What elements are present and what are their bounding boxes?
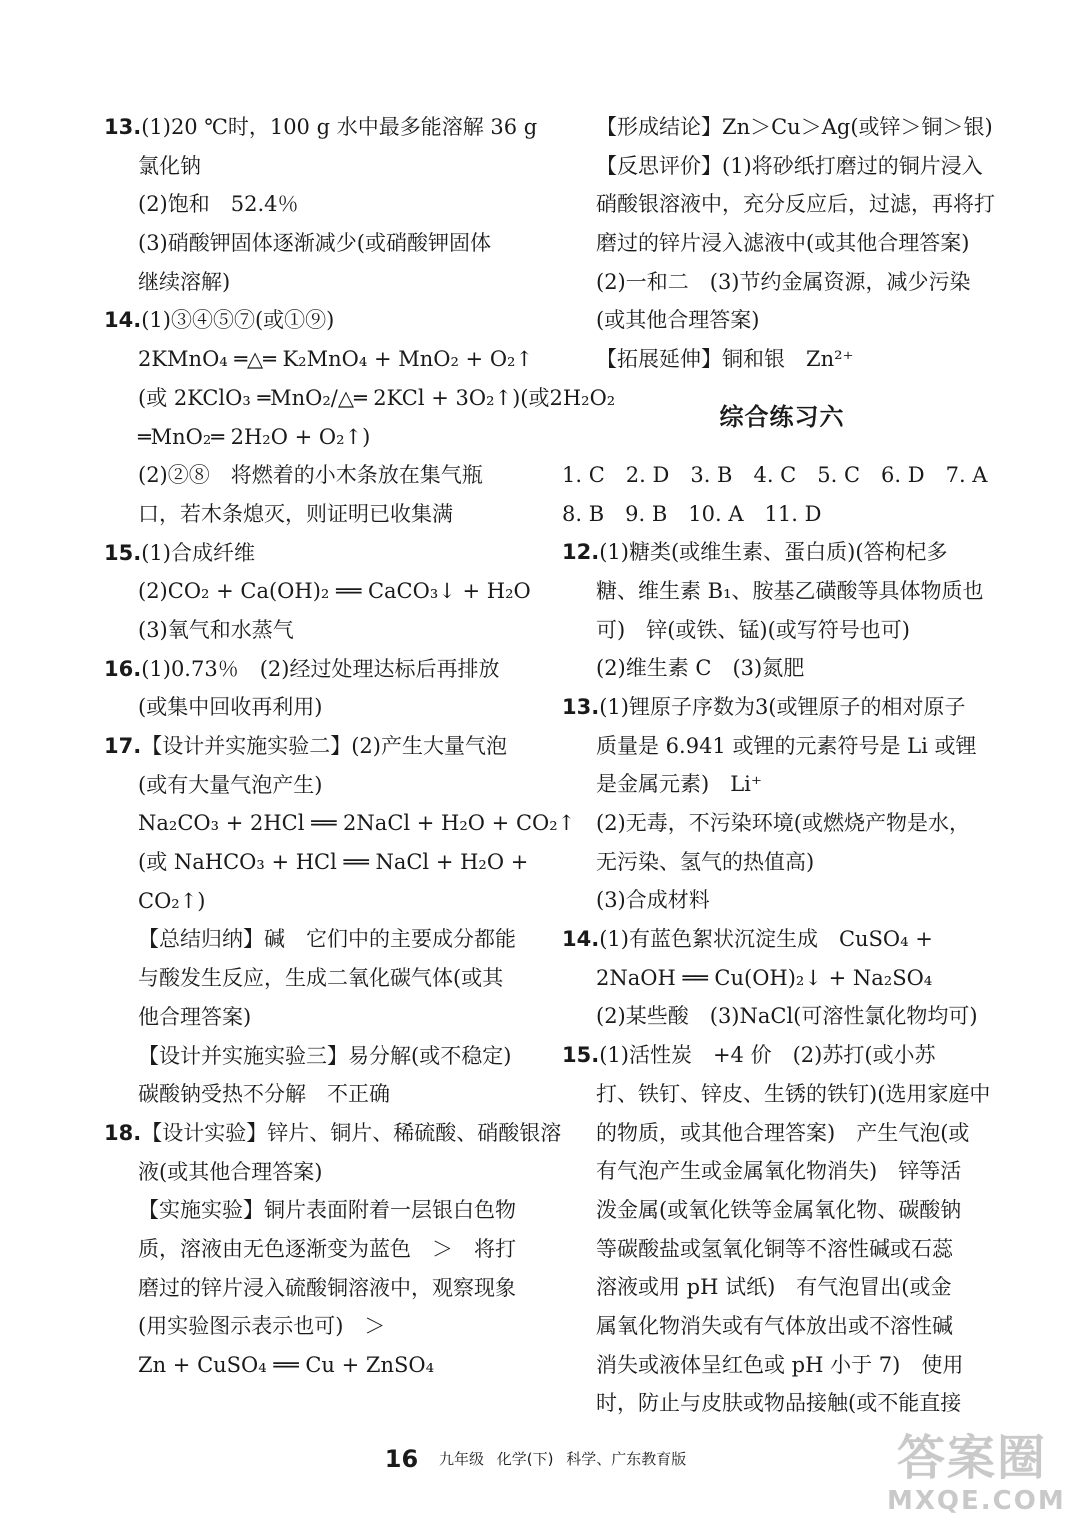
answer-line [562, 611, 1002, 650]
footer-grade: 九年级 [438, 1450, 484, 1468]
answer-line [562, 572, 1002, 611]
answer-text: 【实施实验】铜片表面附着一层银白色物 [138, 1198, 516, 1223]
answer-line [104, 727, 544, 766]
question-number: 17. [104, 734, 142, 758]
answer-line [562, 533, 1002, 572]
answer-text: (用实验图示表示也可) ＞ [138, 1314, 386, 1339]
answer-line [104, 301, 544, 340]
footer-subject: 化学(下) [496, 1450, 554, 1468]
answer-line [104, 1075, 544, 1114]
answer-line [104, 766, 544, 805]
answer-line [104, 379, 616, 418]
answer-text: 【总结归纳】碱 它们中的主要成分都能 [138, 927, 516, 952]
answer-text: 【形成结论】Zn＞Cu＞Ag(或锌＞铜＞银) [596, 115, 993, 139]
answer-text: 磨过的锌片浸入滤液中(或其他合理答案) [596, 231, 970, 256]
answer-text: (1)0.73％ (2)经过处理达标后再排放 [141, 656, 500, 681]
answer-text: Na₂CO₃ + 2HCl ══ 2NaCl + H₂O + CO₂↑ [138, 811, 576, 836]
answer-text: (1)锂原子序数为3(或锂原子的相对原子 [599, 694, 966, 719]
answer-line [104, 688, 544, 727]
answer-line [104, 456, 544, 495]
question-number: 13. [104, 115, 142, 139]
answer-text: (1)③④⑤⑦(或①⑨) [141, 308, 335, 333]
answer-line [104, 340, 544, 379]
answer-line [104, 611, 544, 650]
answer-text: (1)合成纤维 [141, 540, 255, 565]
answer-line [104, 147, 544, 186]
answer-line [562, 1384, 1002, 1423]
answer-text: (或 2KClO₃ ═MnO₂/△═ 2KCl + 3O₂↑)(或2H₂O₂ [138, 385, 616, 410]
answer-line [562, 1307, 1002, 1346]
answer-text: 【设计实验】锌片、铜片、稀硫酸、硝酸银溶 [141, 1120, 562, 1145]
question-number: 15. [562, 1043, 600, 1068]
answer-text: 与酸发生反应，生成二氧化碳气体(或其 [138, 966, 504, 991]
answer-text: 质量是 6.941 或锂的元素符号是 Li 或锂 [596, 733, 977, 758]
answer-line [104, 1191, 544, 1230]
answer-line [104, 572, 544, 611]
answer-line [562, 1114, 1002, 1153]
question-number: 14. [562, 927, 600, 952]
question-number: 14. [104, 308, 142, 333]
answer-line [104, 1114, 562, 1153]
page-number: 16 [384, 1445, 419, 1473]
answer-text: 液(或其他合理答案) [138, 1159, 323, 1184]
answer-text: 他合理答案) [138, 1004, 252, 1029]
answer-text: (或 NaHCO₃ + HCl ══ NaCl + H₂O + [138, 850, 529, 875]
answer-text: 【设计并实施实验二】(2)产生大量气泡 [141, 734, 507, 758]
answer-line [104, 804, 576, 843]
answer-line [104, 224, 544, 263]
answer-line [104, 185, 544, 224]
answer-line [562, 1075, 1002, 1114]
answer-text: (2)无毒，不污染环境(或燃烧产物是水， [596, 811, 970, 835]
answer-line [104, 495, 544, 534]
answer-text: (2)某些酸 (3)NaCl(可溶性氯化物均可) [596, 1004, 978, 1029]
answer-line [104, 534, 544, 573]
answer-text: 糖、维生素 B₁、胺基乙磺酸等具体物质也 [596, 578, 984, 603]
question-number: 16. [104, 656, 142, 681]
answer-text: 【反思评价】(1)将砂纸打磨过的铜片浸入 [596, 153, 983, 178]
answer-line [562, 881, 1002, 920]
answer-text: 氯化钠 [138, 153, 201, 178]
answer-text: (2)饱和 52.4％ [138, 192, 299, 217]
answer-line [562, 1268, 1002, 1307]
answer-text: (1)20 ℃时，100 g 水中最多能溶解 36 g [141, 115, 538, 139]
answer-line [104, 418, 544, 457]
answer-line [562, 959, 1002, 998]
answer-line [104, 1307, 544, 1346]
answer-line [562, 843, 1002, 882]
question-number: 12. [562, 540, 600, 565]
answer-line [562, 727, 1002, 766]
answer-text: (1)糖类(或维生素、蛋白质)(答枸杞多 [599, 540, 948, 565]
answer-text: 8. B 9. B 10. A 11. D [562, 501, 822, 526]
answer-line [562, 765, 1002, 804]
answer-line [562, 920, 1002, 959]
answer-line [104, 959, 544, 998]
answer-text: 【设计并实施实验三】易分解(或不稳定) [138, 1043, 512, 1068]
answer-line [562, 1230, 1002, 1269]
answer-line [562, 1036, 1002, 1075]
answer-text: (3)硝酸钾固体逐渐减少(或硝酸钾固体 [138, 231, 491, 256]
answer-line [104, 1153, 544, 1192]
answer-text: 溶液或用 pH 试纸) 有气泡冒出(或金 [596, 1275, 952, 1300]
answer-text: 2NaOH ══ Cu(OH)₂↓ + Na₂SO₄ [596, 965, 933, 990]
answer-text: 等碳酸盐或氢氧化铜等不溶性碱或石蕊 [596, 1236, 953, 1261]
answer-line [562, 1346, 1002, 1385]
answer-line [562, 340, 1002, 379]
answer-line [104, 920, 544, 959]
question-number: 13. [562, 694, 600, 719]
answer-text: ═MnO₂═ 2H₂O + O₂↑) [138, 424, 371, 449]
answer-text: 磨过的锌片浸入硫酸铜溶液中，观察现象 [138, 1275, 516, 1300]
answer-line [104, 1269, 544, 1308]
answer-line [562, 301, 1002, 340]
answer-text: (1)活性炭 +4 价 (2)苏打(或小苏 [599, 1043, 936, 1068]
answer-text: 有气泡产生或金属氧化物消失) 锌等活 [596, 1159, 962, 1184]
answer-text: 口，若木条熄灭，则证明已收集满 [138, 501, 453, 526]
answer-line [562, 688, 1002, 727]
answer-text: (1)有蓝色絮状沉淀生成 CuSO₄ + [599, 927, 933, 952]
answer-text: 碳酸钠受热不分解 不正确 [138, 1082, 390, 1107]
answer-line [562, 1152, 1002, 1191]
answer-text: 消失或液体呈红色或 pH 小于 7) 使用 [596, 1352, 964, 1377]
answer-text: (2)一和二 (3)节约金属资源，减少污染 [596, 269, 971, 294]
answer-line [562, 1191, 1002, 1230]
question-number: 15. [104, 540, 142, 565]
answer-text: (2)②⑧ 将燃着的小木条放在集气瓶 [138, 463, 483, 488]
answer-text: (或有大量气泡产生) [138, 772, 323, 797]
answer-line [562, 495, 1002, 534]
answer-text: CO₂↑) [138, 888, 206, 913]
left-column [104, 108, 616, 1385]
section-title: 综合练习六 [719, 402, 845, 431]
answer-text: 质，溶液由无色逐渐变为蓝色 ＞ 将打 [138, 1236, 516, 1261]
right-column [562, 108, 1002, 1423]
answer-text: 继续溶解) [138, 269, 231, 294]
answer-line [562, 108, 1002, 147]
answer-text: (3)合成材料 [596, 888, 710, 913]
answer-text: 可) 锌(或铁、锰)(或写符号也可) [596, 617, 910, 642]
answer-text: 的物质，或其他合理答案) 产生气泡(或 [596, 1120, 970, 1145]
answer-line [562, 456, 1002, 495]
watermark-logo [887, 1430, 1066, 1522]
watermark-url: MXQE.COM [887, 1486, 1066, 1516]
answer-text: (2)维生素 C (3)氮肥 [596, 656, 805, 681]
answer-line [562, 649, 1002, 688]
answer-line [562, 804, 1002, 843]
answer-line [104, 263, 544, 302]
answer-text: 硝酸银溶液中，充分反应后，过滤，再将打 [596, 192, 995, 217]
answer-text: 打、铁钉、锌皮、生锈的铁钉)(选用家庭中 [596, 1081, 991, 1106]
answer-line [104, 108, 544, 147]
answer-text: 是金属元素) Li⁺ [596, 772, 762, 797]
answer-text: 无污染、氢气的热值高) [596, 849, 815, 874]
answer-line [562, 997, 1002, 1036]
answer-line [562, 185, 1002, 224]
answer-text: 【拓展延伸】铜和银 Zn²⁺ [596, 347, 854, 372]
answer-line [104, 1230, 544, 1269]
answer-text: Zn + CuSO₄ ══ Cu + ZnSO₄ [138, 1353, 434, 1377]
answer-line [562, 224, 1002, 263]
answer-line [104, 882, 544, 921]
answer-text: 时，防止与皮肤或物品接触(或不能直接 [596, 1391, 962, 1416]
answer-text: (或其他合理答案) [596, 308, 760, 333]
answer-text: (2)CO₂ + Ca(OH)₂ ══ CaCO₃↓ + H₂O [138, 579, 531, 604]
answer-line [104, 998, 544, 1037]
answer-line [562, 263, 1002, 302]
question-number: 18. [104, 1120, 142, 1145]
answer-text: 泼金属(或氧化铁等金属氧化物、碳酸钠 [596, 1197, 962, 1222]
answer-line [104, 1346, 544, 1385]
answer-line [104, 650, 544, 689]
answer-line [104, 1037, 544, 1076]
answer-text: (或集中回收再利用) [138, 695, 323, 720]
footer-edition: 科学、广东教育版 [566, 1450, 687, 1468]
answer-text: 1. C 2. D 3. B 4. C 5. C 6. D 7. A [562, 462, 988, 487]
answer-text: 属氧化物消失或有气体放出或不溶性碱 [596, 1313, 953, 1338]
answer-text: (3)氧气和水蒸气 [138, 617, 294, 642]
answer-text: 2KMnO₄ ═△═ K₂MnO₄ + MnO₂ + O₂↑ [138, 347, 534, 372]
answer-line [104, 843, 544, 882]
answer-line [562, 147, 1002, 186]
watermark-text: 答案圈 [896, 1430, 1047, 1486]
